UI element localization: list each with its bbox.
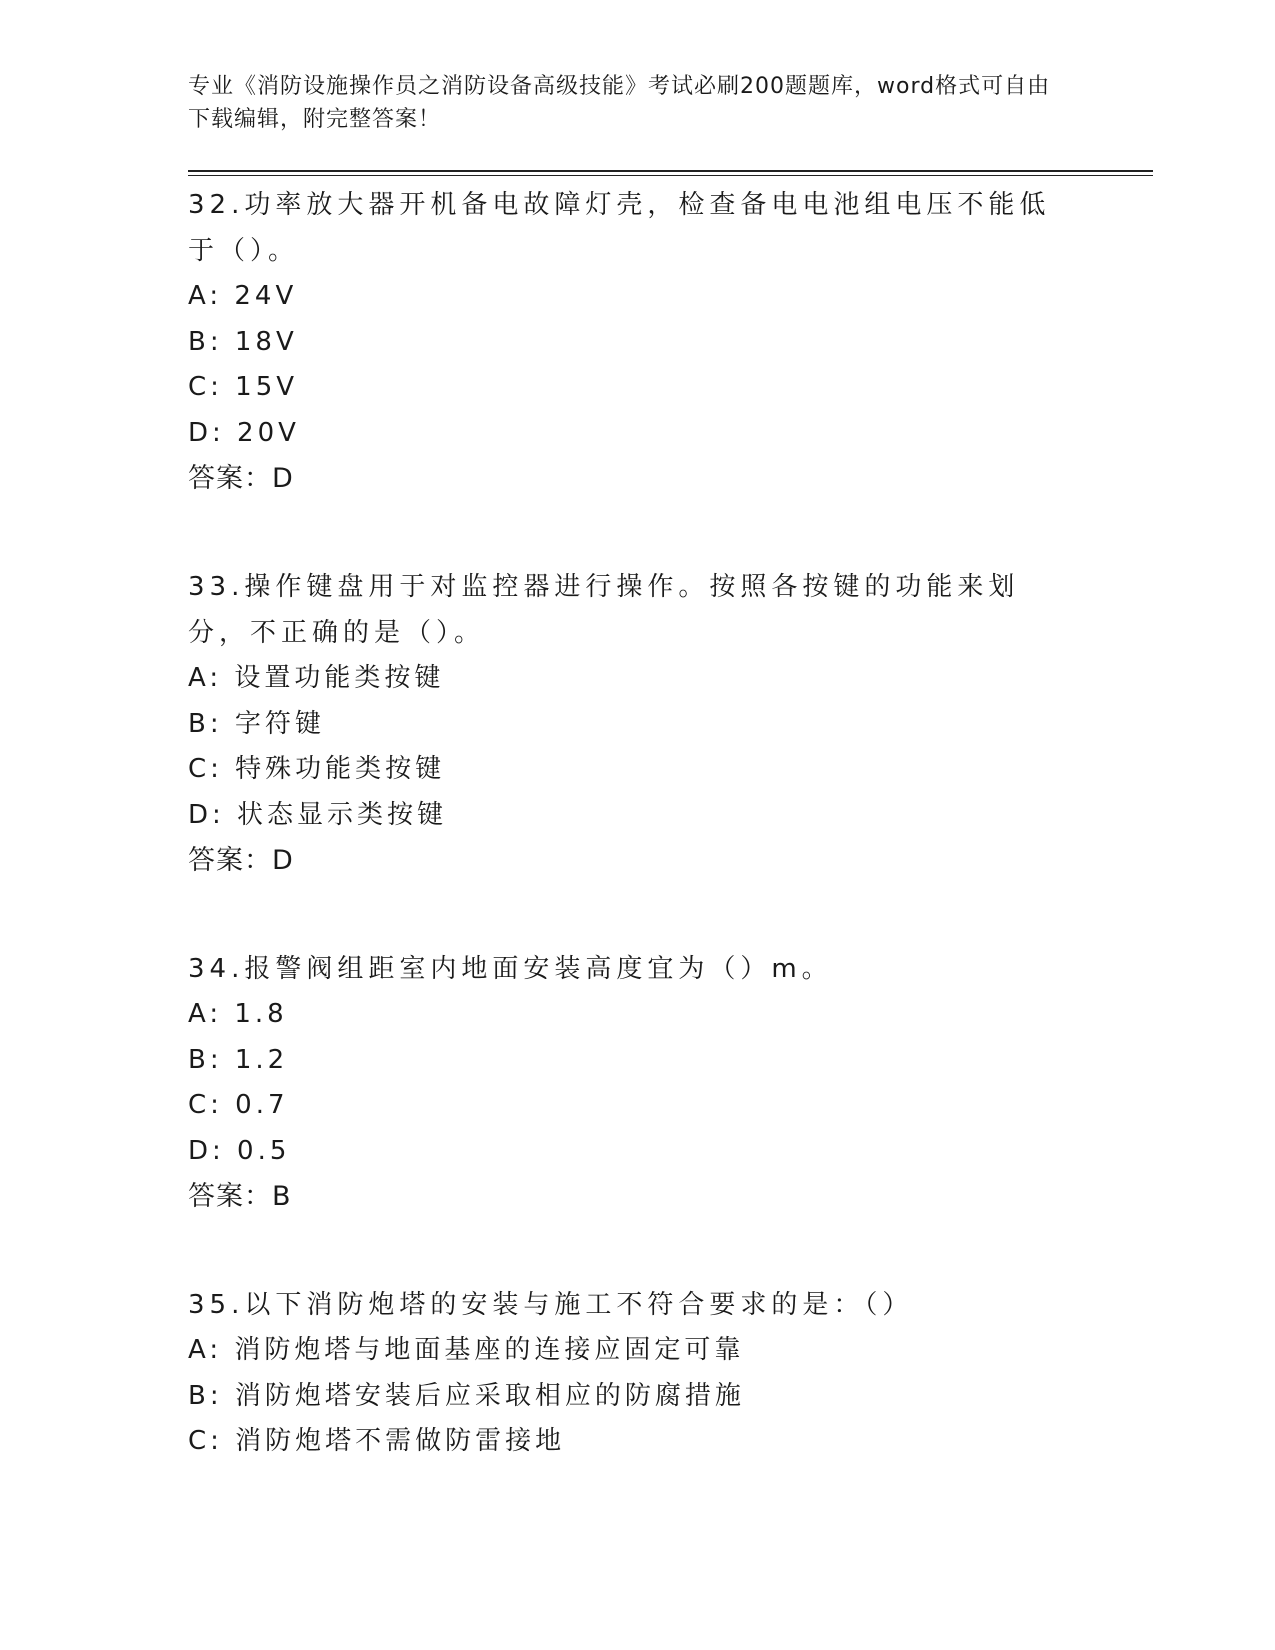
question-answer: 答案：D — [188, 463, 294, 494]
question-stem: 35.以下消防炮塔的安装与施工不符合要求的是：（） — [188, 1290, 914, 1320]
option-b: B: 消防炮塔安装后应采取相应的防腐措施 — [188, 1380, 745, 1411]
question-answer: 答案：D — [188, 845, 294, 876]
option-d: D: 20V — [188, 417, 300, 448]
option-c: C: 15V — [188, 372, 299, 402]
option-a: A: 消防炮塔与地面基座的连接应固定可靠 — [188, 1335, 745, 1365]
option-c: C: 特殊功能类按键 — [188, 754, 446, 784]
header-divider — [188, 170, 1153, 176]
option-b: B: 字符键 — [188, 708, 325, 739]
question-32 — [188, 182, 1148, 502]
question-33 — [188, 564, 1148, 884]
question-34 — [188, 946, 1148, 1220]
question-35 — [188, 1282, 1148, 1465]
option-b: B: 18V — [188, 326, 298, 357]
option-c: C: 0.7 — [188, 1090, 289, 1120]
question-stem: 34.报警阀组距室内地面安装高度宜为（）m。 — [188, 954, 833, 984]
question-answer: 答案：B — [188, 1181, 292, 1212]
document-header: 专业《消防设施操作员之消防设备高级技能》考试必刷200题题库，word格式可自由下载编辑，附完整答案！ — [188, 74, 1051, 132]
document-page — [188, 70, 1148, 1465]
option-d: D: 0.5 — [188, 1135, 291, 1166]
option-a: A: 1.8 — [188, 999, 288, 1029]
option-c: C: 消防炮塔不需做防雷接地 — [188, 1426, 566, 1456]
option-a: A: 24V — [188, 281, 298, 311]
question-stem: 32.功率放大器开机备电故障灯壳，检查备电电池组电压不能低于（）。 — [188, 190, 1051, 266]
option-d: D: 状态显示类按键 — [188, 799, 448, 830]
option-a: A: 设置功能类按键 — [188, 663, 445, 693]
option-b: B: 1.2 — [188, 1044, 289, 1075]
question-stem: 33.操作键盘用于对监控器进行操作。按照各按键的功能来划分，不正确的是（）。 — [188, 572, 1020, 648]
